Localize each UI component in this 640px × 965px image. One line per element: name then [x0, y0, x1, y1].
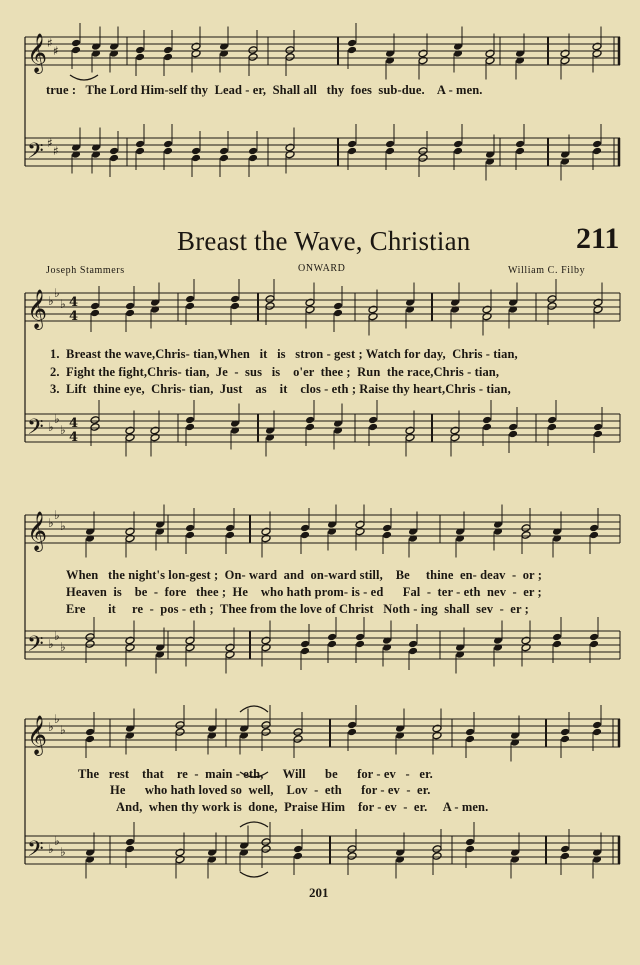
system-3-verse-3: And, when thy work is done, Praise Him for - ev - er. A - men. — [116, 800, 489, 814]
notehead — [175, 728, 185, 737]
notehead — [85, 735, 95, 744]
notehead — [347, 852, 357, 861]
author-credit: Joseph Stammers — [46, 265, 125, 276]
notehead — [293, 735, 303, 744]
notehead — [347, 845, 357, 854]
tune-name: ONWARD — [298, 263, 346, 274]
notehead — [175, 721, 185, 730]
svg-text:4: 4 — [69, 295, 79, 310]
notehead — [465, 735, 475, 744]
svg-text:𝄢: 𝄢 — [27, 415, 44, 445]
notehead — [560, 728, 570, 737]
notehead — [293, 728, 303, 737]
notehead — [465, 838, 475, 847]
svg-text:𝄞: 𝄞 — [27, 33, 48, 73]
notehead — [560, 852, 570, 861]
svg-text:♯: ♯ — [47, 136, 53, 150]
notehead — [592, 721, 602, 730]
svg-text:♭: ♭ — [48, 516, 54, 530]
svg-text:♭: ♭ — [54, 834, 60, 848]
svg-text:♭: ♭ — [60, 723, 66, 737]
svg-text:4: 4 — [69, 416, 79, 431]
svg-text:♭: ♭ — [48, 420, 54, 434]
notehead — [347, 721, 357, 730]
notehead — [465, 845, 475, 854]
notehead — [261, 721, 271, 730]
notehead — [432, 852, 442, 861]
system-1-verse-1: 1. Breast the wave,Chris- tian,When it is stron - gest ; Watch for day, Chris - tian, — [50, 347, 518, 361]
notehead — [293, 845, 303, 854]
svg-text:4: 4 — [69, 309, 79, 324]
notehead — [125, 838, 135, 847]
notehead — [560, 845, 570, 854]
svg-text:♭: ♭ — [60, 845, 66, 859]
notehead — [261, 728, 271, 737]
svg-text:♭: ♭ — [48, 720, 54, 734]
previous-hymn-lyric: true : The Lord Him-self thy Lead - er, Shall all thy foes sub-due. A - men. — [46, 83, 483, 97]
hymn-number: 211 — [576, 222, 620, 255]
svg-text:♭: ♭ — [60, 423, 66, 437]
svg-text:♯: ♯ — [53, 44, 59, 58]
svg-text:♭: ♭ — [48, 294, 54, 308]
svg-text:♭: ♭ — [54, 508, 60, 522]
system-3-verse-1: The rest that re - main - eth, Will be for - ev - er. — [78, 767, 433, 781]
svg-text:♭: ♭ — [54, 629, 60, 643]
svg-text:4: 4 — [69, 430, 79, 445]
svg-text:♭: ♭ — [60, 519, 66, 533]
system-1-verse-2: 2. Fight the fight,Chris- tian, Je - sus is o'er thee ; Run the race,Chris - tian, — [50, 365, 500, 379]
svg-text:𝄞: 𝄞 — [27, 511, 48, 551]
hymn-title: Breast the Wave, Christian — [177, 226, 471, 256]
page-number: 201 — [309, 885, 329, 900]
composer-credit: William C. Filby — [508, 265, 586, 276]
svg-text:♭: ♭ — [54, 412, 60, 426]
svg-text:𝄢: 𝄢 — [27, 837, 44, 867]
svg-text:♯: ♯ — [53, 144, 59, 158]
svg-text:𝄞: 𝄞 — [27, 715, 48, 755]
notehead — [125, 845, 135, 854]
svg-text:𝄞: 𝄞 — [27, 289, 48, 329]
system-2-verse-2: Heaven is be - fore thee ; He who hath prom- is - ed Fal - ter - eth nev - er ; — [66, 585, 542, 599]
system-3-verse-2: He who hath loved so well, Lov - eth for - ev - er. — [110, 783, 431, 797]
notehead — [347, 728, 357, 737]
svg-text:♭: ♭ — [54, 712, 60, 726]
svg-text:♭: ♭ — [60, 640, 66, 654]
notehead — [560, 735, 570, 744]
notehead — [592, 728, 602, 737]
notehead — [465, 728, 475, 737]
svg-text:♭: ♭ — [48, 637, 54, 651]
system-1-verse-3: 3. Lift thine eye, Chris- tian, Just as it clos - eth ; Raise thy heart,Chris - tian, — [50, 382, 511, 396]
notehead — [85, 728, 95, 737]
system-2-verse-1: When the night's lon-gest ; On- ward and on-ward still, Be thine en- deav - or ; — [66, 568, 542, 582]
notehead — [432, 845, 442, 854]
notehead — [261, 838, 271, 847]
svg-text:♯: ♯ — [47, 36, 53, 50]
svg-text:𝄢: 𝄢 — [27, 139, 44, 169]
system-2-verse-3: Ere it re - pos - eth ; Thee from the love of Christ Noth - ing shall sev - er ; — [66, 602, 529, 616]
notehead — [293, 852, 303, 861]
svg-text:♭: ♭ — [54, 286, 60, 300]
svg-text:♭: ♭ — [48, 842, 54, 856]
svg-text:♭: ♭ — [60, 297, 66, 311]
notehead — [261, 845, 271, 854]
svg-text:𝄢: 𝄢 — [27, 632, 44, 662]
